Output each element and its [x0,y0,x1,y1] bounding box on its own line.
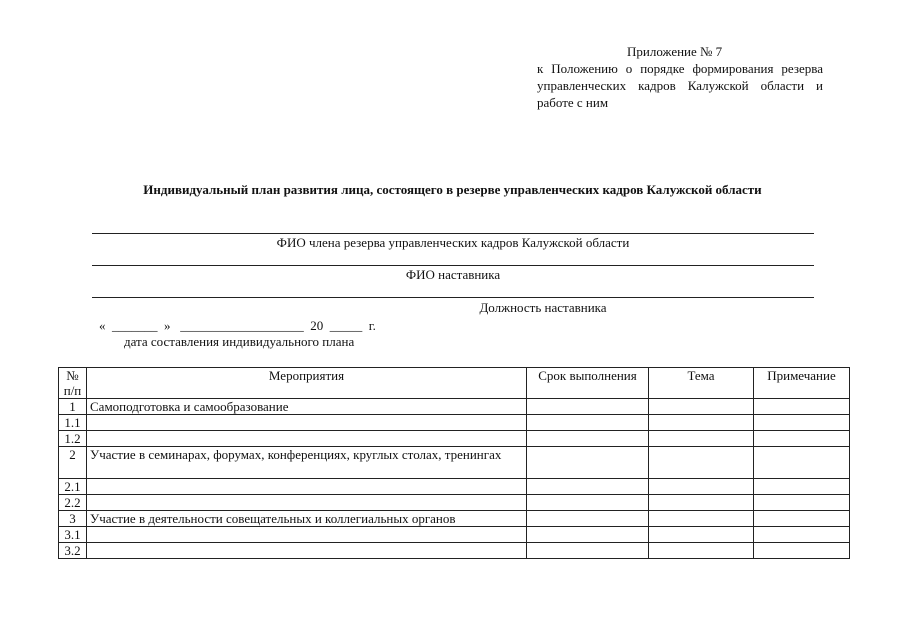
row-number: 1.1 [59,415,87,431]
date-caption: дата составления индивидуального плана [124,334,355,349]
annex-number: Приложение № 7 [627,44,723,59]
row-note[interactable] [754,543,850,559]
row-note[interactable] [754,431,850,447]
row-activity[interactable] [87,479,527,495]
mentor-position-line[interactable] [92,297,814,298]
row-activity[interactable] [87,431,527,447]
row-topic[interactable] [649,415,754,431]
header-topic: Тема [649,368,754,399]
header-note: Примечание [754,368,850,399]
row-number: 2.1 [59,479,87,495]
row-topic[interactable] [649,399,754,415]
member-name-caption: ФИО члена резерва управленческих кадров Калужской области [276,235,630,250]
row-deadline[interactable] [527,527,649,543]
row-topic[interactable] [649,479,754,495]
mentor-name-caption: ФИО наставника [405,267,501,282]
header-activity: Мероприятия [87,368,527,399]
table-row [59,479,850,495]
table-row [59,527,850,543]
row-activity[interactable]: Участие в деятельности совещательных и коллегиальных органов [87,511,527,527]
row-topic[interactable] [649,495,754,511]
table-row [59,447,850,479]
mentor-position-caption: Должность наставника [479,300,607,315]
plan-table [58,367,850,559]
row-number: 3.2 [59,543,87,559]
row-note[interactable] [754,415,850,431]
row-topic[interactable] [649,511,754,527]
row-deadline[interactable] [527,399,649,415]
row-note[interactable] [754,511,850,527]
row-note[interactable] [754,479,850,495]
row-number: 3 [59,511,87,527]
header-deadline: Срок выполнения [527,368,649,399]
row-note[interactable] [754,447,850,479]
row-activity[interactable] [87,495,527,511]
table-row [59,431,850,447]
row-activity[interactable] [87,415,527,431]
row-number: 2 [59,447,87,479]
row-deadline[interactable] [527,479,649,495]
row-topic[interactable] [649,527,754,543]
row-deadline[interactable] [527,511,649,527]
table-row [59,495,850,511]
table-row [59,511,850,527]
row-note[interactable] [754,527,850,543]
table-row [59,399,850,415]
annex-text: к Положению о порядке формирования резерва управленческих кадров Калужской области и работе с ним [537,61,823,110]
row-deadline[interactable] [527,495,649,511]
row-note[interactable] [754,495,850,511]
row-number: 2.2 [59,495,87,511]
row-activity[interactable]: Участие в семинарах, форумах, конференциях, круглых столах, тренингах [87,447,527,479]
row-deadline[interactable] [527,415,649,431]
row-topic[interactable] [649,431,754,447]
row-activity[interactable] [87,543,527,559]
date-line[interactable]: « _______ » ___________________ 20 _____ г. [99,318,376,333]
row-deadline[interactable] [527,447,649,479]
mentor-name-line[interactable] [92,265,814,266]
row-number: 1.2 [59,431,87,447]
row-activity[interactable] [87,527,527,543]
table-row [59,415,850,431]
document-title: Индивидуальный план развития лица, состоящего в резерве управленческих кадров Калужской области [143,182,762,197]
annex-note [537,43,823,111]
row-deadline[interactable] [527,543,649,559]
member-name-line[interactable] [92,233,814,234]
table-row [59,543,850,559]
row-number: 3.1 [59,527,87,543]
row-number: 1 [59,399,87,415]
header-number: № п/п [59,368,87,399]
row-topic[interactable] [649,543,754,559]
row-activity[interactable]: Самоподготовка и самообразование [87,399,527,415]
row-deadline[interactable] [527,431,649,447]
row-topic[interactable] [649,447,754,479]
row-note[interactable] [754,399,850,415]
table-header-row [59,368,850,399]
